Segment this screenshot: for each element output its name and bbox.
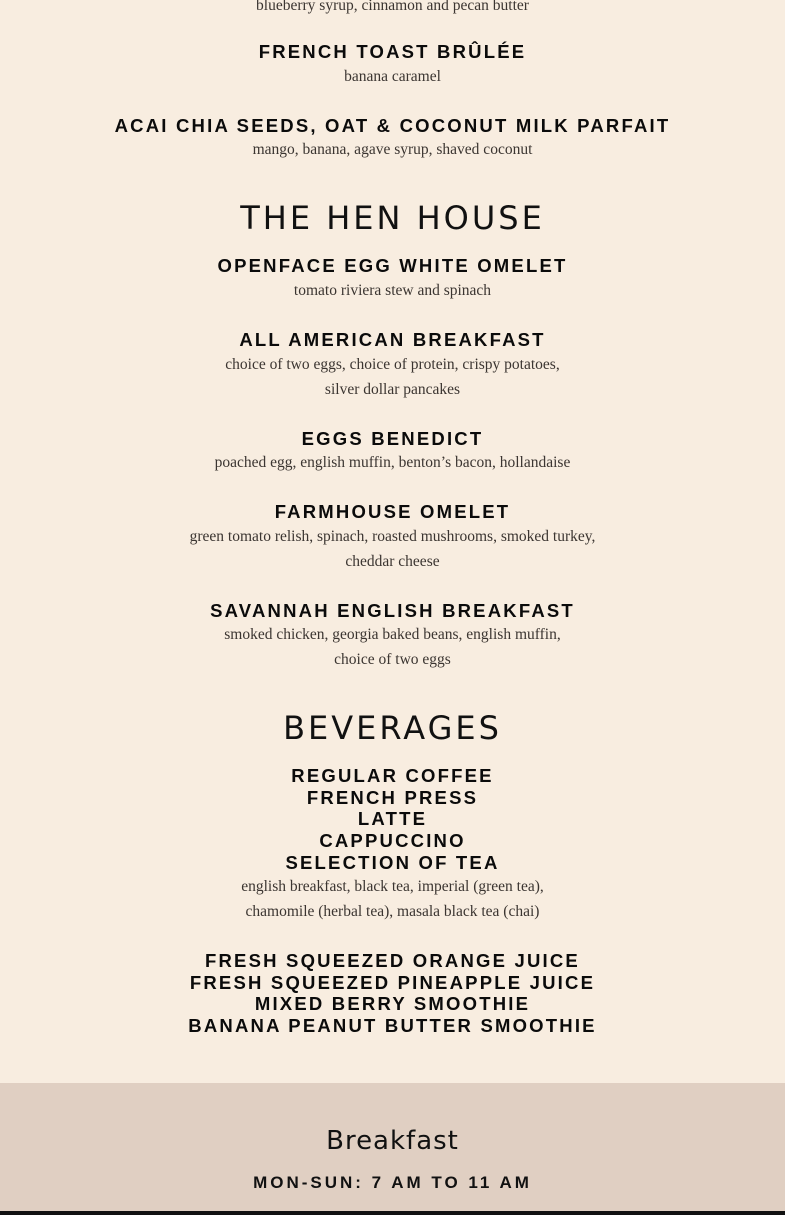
bottom-divider <box>0 1211 785 1215</box>
menu-item-description: green tomato relish, spinach, roasted mushrooms, smoked turkey, <box>189 528 596 545</box>
beverage-item: SELECTION OF TEA <box>285 852 500 873</box>
beverage-item: BANANA PEANUT BUTTER SMOOTHIE <box>188 1015 597 1036</box>
beverage-item: MIXED BERRY SMOOTHIE <box>254 993 531 1014</box>
menu-item-name: ACAI CHIA SEEDS, OAT & COCONUT MILK PARFAIT <box>114 115 671 136</box>
beverage-item: CAPPUCCINO <box>319 830 466 851</box>
beverage-item: REGULAR COFFEE <box>291 765 494 786</box>
beverage-item: FRESH SQUEEZED ORANGE JUICE <box>205 950 580 971</box>
menu-item-name: SAVANNAH ENGLISH BREAKFAST <box>210 600 575 621</box>
footer-hours: MON-SUN: 7 AM TO 11 AM <box>253 1173 532 1192</box>
menu-item-name: FRENCH TOAST BRÛLÉE <box>258 41 527 62</box>
menu-item-description: choice of two eggs, choice of protein, crispy potatoes, <box>225 356 560 373</box>
beverage-item: LATTE <box>357 808 428 829</box>
footer-title: Breakfast <box>326 1126 459 1156</box>
section-title-hen-house: THE HEN HOUSE <box>240 199 545 237</box>
menu-item-description: banana caramel <box>344 68 441 85</box>
menu-item-description: mango, banana, agave syrup, shaved coconut <box>252 141 533 158</box>
beverage-item: FRESH SQUEEZED PINEAPPLE JUICE <box>189 972 596 993</box>
menu-item-description: silver dollar pancakes <box>324 381 461 398</box>
section-title-beverages: BEVERAGES <box>283 709 502 747</box>
menu-item-name: EGGS BENEDICT <box>301 428 484 449</box>
menu-item-description: poached egg, english muffin, benton’s bacon, hollandaise <box>214 454 571 471</box>
tea-description: chamomile (herbal tea), masala black tea (chai) <box>245 903 540 920</box>
menu-item-description: smoked chicken, georgia baked beans, english muffin, <box>224 626 561 643</box>
menu-item-description: choice of two eggs <box>334 651 451 668</box>
menu-item-name: FARMHOUSE OMELET <box>274 501 511 522</box>
menu-item-name: OPENFACE EGG WHITE OMELET <box>217 255 568 276</box>
menu-item-name: ALL AMERICAN BREAKFAST <box>239 329 546 350</box>
menu-item-description: cheddar cheese <box>345 553 440 570</box>
menu-item-description: tomato riviera stew and spinach <box>293 282 492 299</box>
item-description-partial: blueberry syrup, cinnamon and pecan butter <box>256 0 529 14</box>
beverage-item: FRENCH PRESS <box>306 787 479 808</box>
tea-description: english breakfast, black tea, imperial (green tea), <box>241 878 544 895</box>
